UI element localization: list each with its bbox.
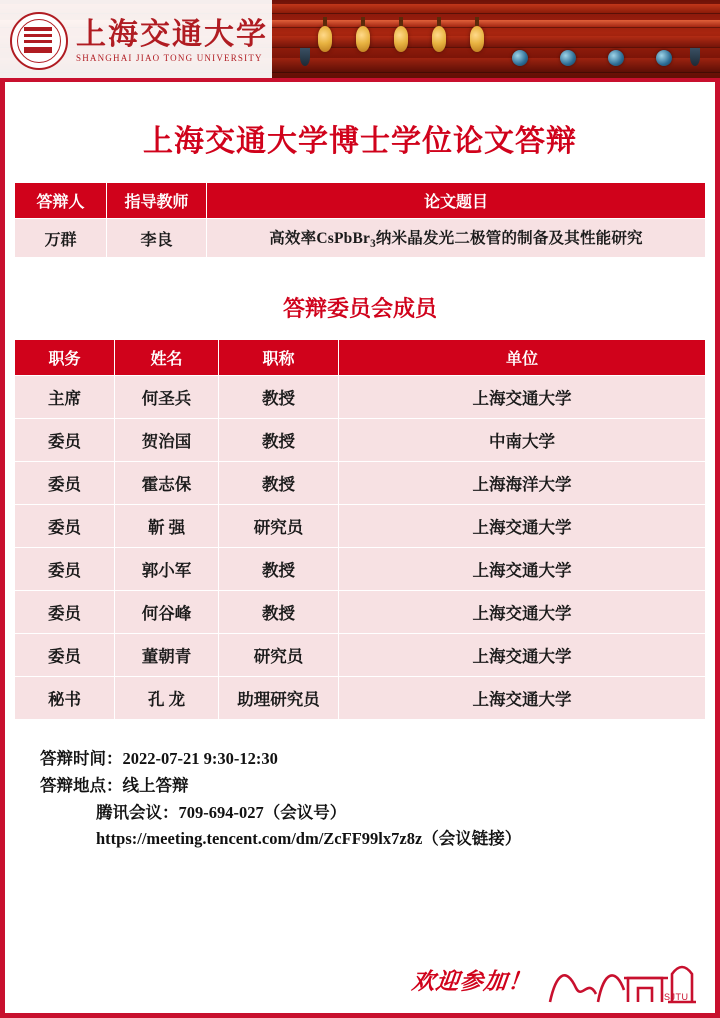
thesis-table-header-row [15, 183, 706, 219]
member-rank: 教授 [219, 376, 339, 419]
header-banner [0, 0, 720, 82]
thesis-header-presenter: 答辩人 [15, 183, 107, 219]
member-name: 董朝青 [115, 634, 219, 677]
thesis-title-part1: 高效率CsPbBr [269, 230, 371, 247]
meeting-id: 腾讯会议：709-694-027（会议号） [96, 802, 347, 822]
member-rank: 教授 [219, 548, 339, 591]
banner-divider [0, 78, 720, 82]
member-affiliation: 上海交通大学 [339, 677, 706, 720]
logo-chinese-name: 上海交通大学 [76, 18, 268, 52]
member-name: 贺治国 [115, 419, 219, 462]
table-row [15, 419, 706, 462]
member-affiliation: 上海交通大学 [339, 591, 706, 634]
member-rank: 研究员 [219, 634, 339, 677]
member-affiliation: 上海交通大学 [339, 634, 706, 677]
member-rank: 助理研究员 [219, 677, 339, 720]
thesis-presenter: 万群 [15, 219, 107, 258]
thesis-header-advisor: 指导教师 [107, 183, 207, 219]
logo-english-name: SHANGHAI JIAO TONG UNIVERSITY [76, 52, 263, 63]
welcome-text: 欢迎参加！ [410, 969, 534, 994]
table-row [15, 591, 706, 634]
member-role: 委员 [15, 419, 115, 462]
table-row [15, 505, 706, 548]
table-row [15, 548, 706, 591]
left-border-rule [0, 82, 5, 1018]
thesis-header-title: 论文题目 [207, 183, 706, 219]
committee-header-affiliation: 单位 [339, 340, 706, 376]
member-name: 何谷峰 [115, 591, 219, 634]
committee-table [14, 339, 706, 720]
member-affiliation: 上海海洋大学 [339, 462, 706, 505]
member-affiliation: 上海交通大学 [339, 376, 706, 419]
member-role: 委员 [15, 591, 115, 634]
thesis-title-part2: 纳米晶发光二极管的制备及其性能研究 [375, 230, 643, 247]
sjtu-gate-logo-icon [546, 944, 698, 1006]
committee-header-name: 姓名 [115, 340, 219, 376]
member-name: 靳 强 [115, 505, 219, 548]
member-role: 委员 [15, 548, 115, 591]
member-affiliation: 上海交通大学 [339, 548, 706, 591]
table-row [15, 634, 706, 677]
defense-details [40, 746, 706, 853]
member-role: 委员 [15, 505, 115, 548]
table-row [15, 376, 706, 419]
footer-divider [0, 1013, 720, 1018]
member-rank: 研究员 [219, 505, 339, 548]
table-row [15, 677, 706, 720]
committee-header-rank: 职称 [219, 340, 339, 376]
footer [0, 926, 720, 1018]
thesis-info-table [14, 182, 706, 258]
defense-place: 答辩地点：线上答辩 [40, 775, 189, 795]
university-logo [0, 0, 272, 82]
member-role: 委员 [15, 462, 115, 505]
member-affiliation: 中南大学 [339, 419, 706, 462]
right-border-rule [715, 82, 720, 1018]
member-affiliation: 上海交通大学 [339, 505, 706, 548]
thesis-title [207, 219, 706, 258]
page-title: 上海交通大学博士学位论文答辩 [143, 125, 577, 158]
thesis-title-subscript: 3 [370, 238, 376, 251]
committee-header-role: 职务 [15, 340, 115, 376]
defense-time: 答辩时间：2022-07-21 9:30-12:30 [40, 749, 278, 769]
member-role: 主席 [15, 376, 115, 419]
thesis-table-row [15, 219, 706, 258]
member-name: 孔 龙 [115, 677, 219, 720]
member-name: 霍志保 [115, 462, 219, 505]
thesis-advisor: 李良 [107, 219, 207, 258]
committee-table-header-row [15, 340, 706, 376]
member-name: 郭小军 [115, 548, 219, 591]
meeting-link[interactable]: https://meeting.tencent.com/dm/ZcFF99lx7z8z（会议链接） [96, 829, 522, 849]
member-name: 何圣兵 [115, 376, 219, 419]
member-rank: 教授 [219, 591, 339, 634]
member-rank: 教授 [219, 419, 339, 462]
member-role: 秘书 [15, 677, 115, 720]
table-row [15, 462, 706, 505]
member-rank: 教授 [219, 462, 339, 505]
committee-section-title: 答辩委员会成员 [282, 296, 437, 322]
poster-body [0, 116, 720, 853]
university-seal-icon [10, 12, 68, 70]
svg-text:SJTU: SJTU [664, 992, 689, 1002]
member-role: 委员 [15, 634, 115, 677]
